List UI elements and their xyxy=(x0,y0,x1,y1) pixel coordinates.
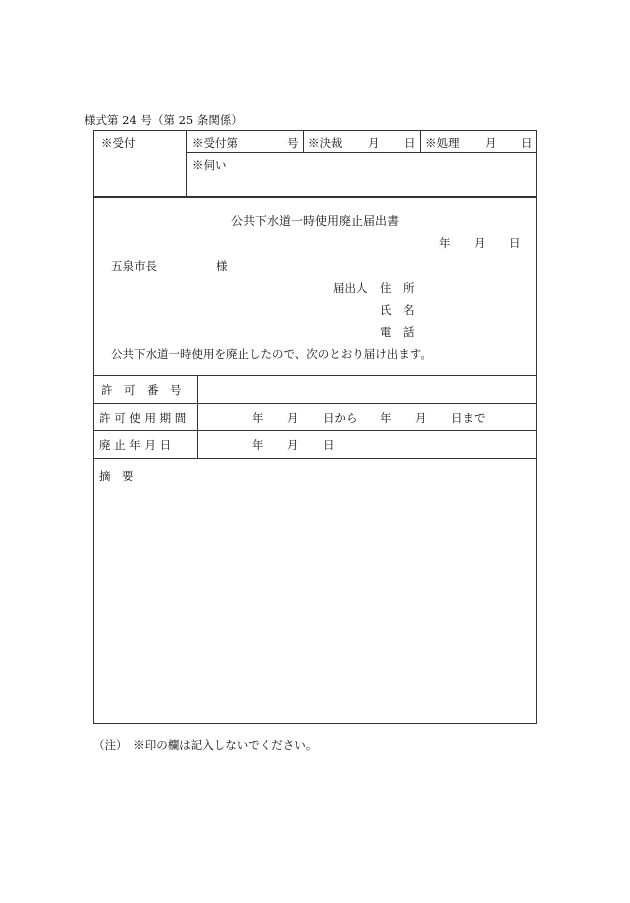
date-day: 日 xyxy=(509,236,521,250)
address-label: 住 所 xyxy=(380,281,415,295)
divider xyxy=(303,130,304,152)
permit-period-label: 許 可 使 用 期 間 xyxy=(99,411,187,425)
abolish-date-label: 廃 止 年 月 日 xyxy=(99,438,172,452)
phone-label: 電 話 xyxy=(380,325,415,339)
abolish-year: 年 xyxy=(252,438,264,452)
period-to-day: 日まで xyxy=(451,411,486,425)
decision-month: 月 xyxy=(368,136,380,150)
processing-day: 日 xyxy=(521,136,533,150)
period-from-day: 日から xyxy=(323,411,358,425)
form-number: 様式第 24 号（第 25 条関係） xyxy=(84,113,243,127)
received-label: ※受付 xyxy=(101,136,136,150)
divider xyxy=(93,458,537,459)
remarks-field[interactable] xyxy=(98,488,532,718)
date-year: 年 xyxy=(439,236,451,250)
processing-label: ※処理 xyxy=(425,136,460,150)
abolish-day: 日 xyxy=(323,438,335,452)
period-from-year: 年 xyxy=(252,411,264,425)
period-to-year: 年 xyxy=(380,411,392,425)
divider xyxy=(197,375,198,458)
statement: 公共下水道一時使用を廃止したので、次のとおり届け出ます。 xyxy=(111,347,432,361)
honorific: 様 xyxy=(216,259,228,273)
period-to-month: 月 xyxy=(415,411,427,425)
processing-month: 月 xyxy=(485,136,497,150)
decision-label: ※決裁 xyxy=(308,136,343,150)
addressee: 五泉市長 xyxy=(111,259,157,273)
remarks-label: 摘 要 xyxy=(99,469,134,483)
decision-day: 日 xyxy=(404,136,416,150)
footnote: （注） ※印の欄は記入しないでください。 xyxy=(93,738,318,752)
permit-number-field[interactable] xyxy=(203,376,536,402)
date-month: 月 xyxy=(474,236,486,250)
abolish-month: 月 xyxy=(287,438,299,452)
divider xyxy=(93,403,537,404)
divider xyxy=(186,130,187,197)
name-label: 氏 名 xyxy=(380,303,415,317)
divider xyxy=(93,430,537,431)
permit-number-label: 許 可 番 号 xyxy=(101,383,182,397)
form-title: 公共下水道一時使用廃止届出書 xyxy=(230,214,399,228)
divider xyxy=(186,152,537,153)
received-number-label: ※受付第 xyxy=(192,136,238,150)
period-from-month: 月 xyxy=(287,411,299,425)
divider xyxy=(420,130,421,152)
inquiry-label: ※伺い xyxy=(192,158,227,172)
received-number-suffix: 号 xyxy=(287,136,299,150)
applicant-label: 届出人 xyxy=(333,281,368,295)
